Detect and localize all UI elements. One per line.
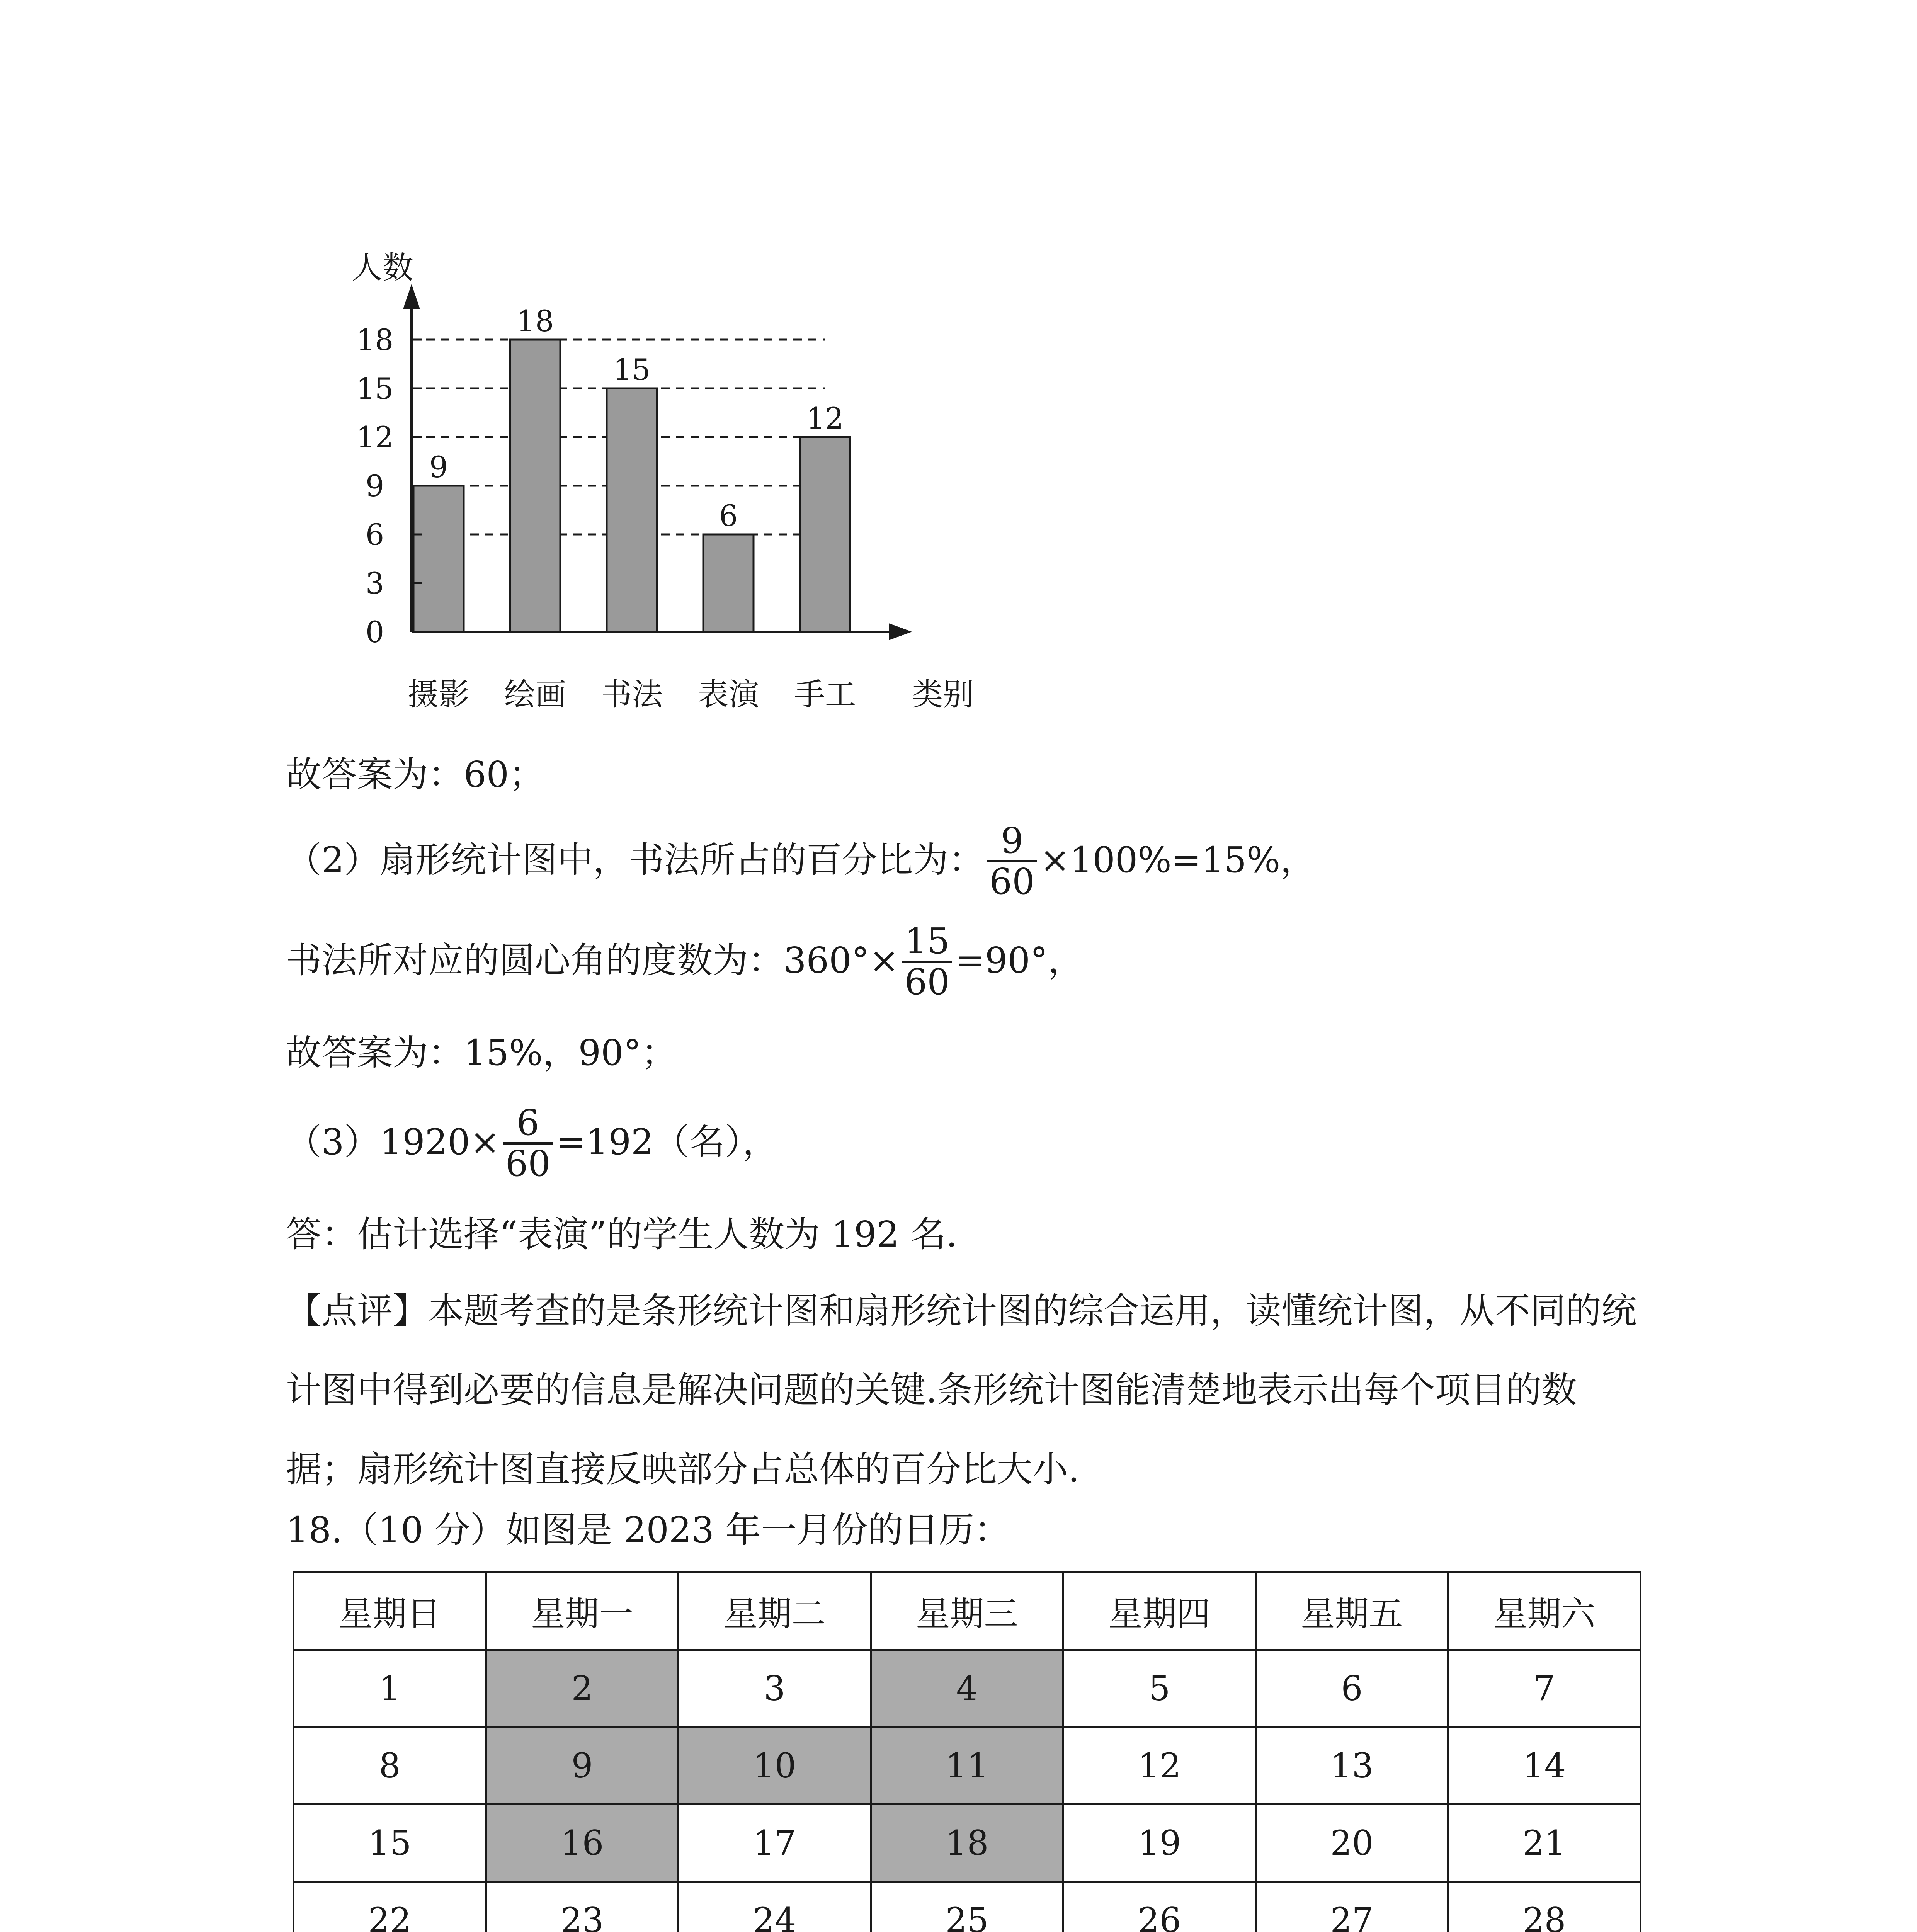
calendar-day-cell: 23	[486, 1882, 679, 1932]
data-label: 15	[613, 352, 651, 387]
q2-percentage-prefix: （2）扇形统计图中，书法所占的百分比为：	[286, 839, 984, 881]
y-tick-label: 9	[365, 469, 384, 503]
y-tick-label: 18	[356, 323, 394, 357]
fraction-denominator: 60	[902, 961, 952, 1002]
fraction-15-60	[902, 922, 952, 1002]
y-tick-label: 6	[365, 517, 384, 552]
calendar-weekday-header: 星期五	[1256, 1573, 1448, 1650]
calendar-week-row	[294, 1882, 1641, 1932]
calendar-weekday-header: 星期四	[1063, 1573, 1256, 1650]
x-tick-label: 绘画	[504, 677, 566, 713]
calendar-day-cell: 6	[1256, 1650, 1448, 1727]
calendar-day-cell-shaded: 9	[486, 1727, 679, 1804]
calendar-day-cell: 19	[1063, 1804, 1256, 1882]
q2-angle-prefix: 书法所对应的圆心角的度数为：360°×	[286, 939, 899, 981]
problem-18-title: 18.（10 分）如图是 2023 年一月份的日历：	[286, 1509, 1010, 1551]
calendar-day-cell: 25	[871, 1882, 1063, 1932]
calendar-day-cell: 21	[1448, 1804, 1641, 1882]
bar-书法	[607, 388, 657, 632]
q3-prefix: （3）1920×	[286, 1121, 500, 1163]
data-label: 6	[719, 498, 738, 533]
fraction-6-60	[503, 1104, 553, 1183]
q2-angle-suffix: =90°，	[955, 939, 1084, 981]
y-tick-label: 0	[365, 615, 384, 649]
fraction-denominator: 60	[987, 860, 1037, 901]
calendar-table	[293, 1571, 1641, 1932]
x-tick-label: 书法	[601, 677, 663, 713]
calendar-day-cell: 3	[679, 1650, 871, 1727]
calendar-day-cell: 13	[1256, 1727, 1448, 1804]
calendar-header-row	[294, 1573, 1641, 1650]
x-tick-label: 摄影	[408, 677, 469, 713]
calendar-weekday-header: 星期三	[871, 1573, 1063, 1650]
calendar-day-cell-shaded: 16	[486, 1804, 679, 1882]
calendar-day-cell: 27	[1256, 1882, 1448, 1932]
y-axis-arrow	[403, 284, 420, 309]
calendar-week-row	[294, 1650, 1641, 1727]
calendar-day-cell: 17	[679, 1804, 871, 1882]
data-label: 9	[429, 450, 448, 484]
calendar-day-cell: 26	[1063, 1882, 1256, 1932]
answer-1: 故答案为：60；	[286, 754, 545, 795]
fraction-denominator: 60	[503, 1142, 553, 1183]
calendar-day-cell: 14	[1448, 1727, 1641, 1804]
calendar-week-row	[294, 1804, 1641, 1882]
answer-3: 答：估计选择“表演”的学生人数为 192 名.	[286, 1214, 958, 1255]
q2-percentage-line	[286, 820, 1316, 903]
y-tick-label: 3	[365, 566, 384, 600]
x-axis-arrow	[889, 623, 912, 640]
calendar-weekday-header: 星期二	[679, 1573, 871, 1650]
calendar-week-row	[294, 1727, 1641, 1804]
data-label: 18	[516, 304, 554, 338]
q2-angle-line	[286, 920, 1084, 1003]
y-tick-label: 12	[356, 420, 394, 454]
review-paragraph: 【点评】本题考查的是条形统计图和扇形统计图的综合运用，读懂统计图，从不同的统计图中得到必要的信息是解决问题的关键.条形统计图能清楚地表示出每个项目的数据；扇形统计图直接反映部分占总体的百分比大小.	[286, 1290, 1637, 1490]
calendar-day-cell: 8	[294, 1727, 486, 1804]
calendar-day-cell: 22	[294, 1882, 486, 1932]
fraction-numerator: 15	[904, 920, 950, 962]
q3-suffix: =192（名），	[556, 1121, 778, 1163]
x-tick-label: 手工	[794, 677, 856, 713]
calendar-day-cell: 24	[679, 1882, 871, 1932]
x-tick-label: 表演	[697, 677, 759, 713]
calendar-weekday-header: 星期一	[486, 1573, 679, 1650]
calendar-day-cell-shaded: 2	[486, 1650, 679, 1727]
calendar-day-cell-shaded: 18	[871, 1804, 1063, 1882]
fraction-numerator: 9	[1000, 820, 1024, 861]
bar-手工	[800, 437, 850, 632]
bar-chart	[0, 0, 1917, 734]
calendar-weekday-header: 星期日	[294, 1573, 486, 1650]
bar-表演	[703, 534, 754, 632]
answer-2: 故答案为：15%，90°；	[286, 1032, 677, 1073]
calendar-day-cell-shaded: 10	[679, 1727, 871, 1804]
calendar-day-cell-shaded: 4	[871, 1650, 1063, 1727]
calendar-day-cell-shaded: 11	[871, 1727, 1063, 1804]
data-label: 12	[806, 401, 844, 435]
chart-plot-area	[352, 250, 974, 713]
fraction-numerator: 6	[517, 1102, 539, 1143]
y-axis-label: 人数	[352, 250, 413, 286]
q3-line	[286, 1102, 778, 1185]
calendar-day-cell: 5	[1063, 1650, 1256, 1727]
calendar-body	[294, 1573, 1641, 1932]
y-tick-label: 15	[356, 371, 394, 406]
calendar-day-cell: 12	[1063, 1727, 1256, 1804]
bar-摄影	[413, 486, 464, 632]
q2-percentage-suffix: ×100%=15%，	[1040, 839, 1316, 881]
bar-绘画	[510, 340, 560, 632]
calendar-day-cell: 20	[1256, 1804, 1448, 1882]
calendar-day-cell: 1	[294, 1650, 486, 1727]
calendar-day-cell: 15	[294, 1804, 486, 1882]
calendar-day-cell: 7	[1448, 1650, 1641, 1727]
calendar-day-cell: 28	[1448, 1882, 1641, 1932]
fraction-9-60	[987, 821, 1037, 901]
calendar-weekday-header: 星期六	[1448, 1573, 1641, 1650]
x-axis-label: 类别	[912, 677, 974, 713]
